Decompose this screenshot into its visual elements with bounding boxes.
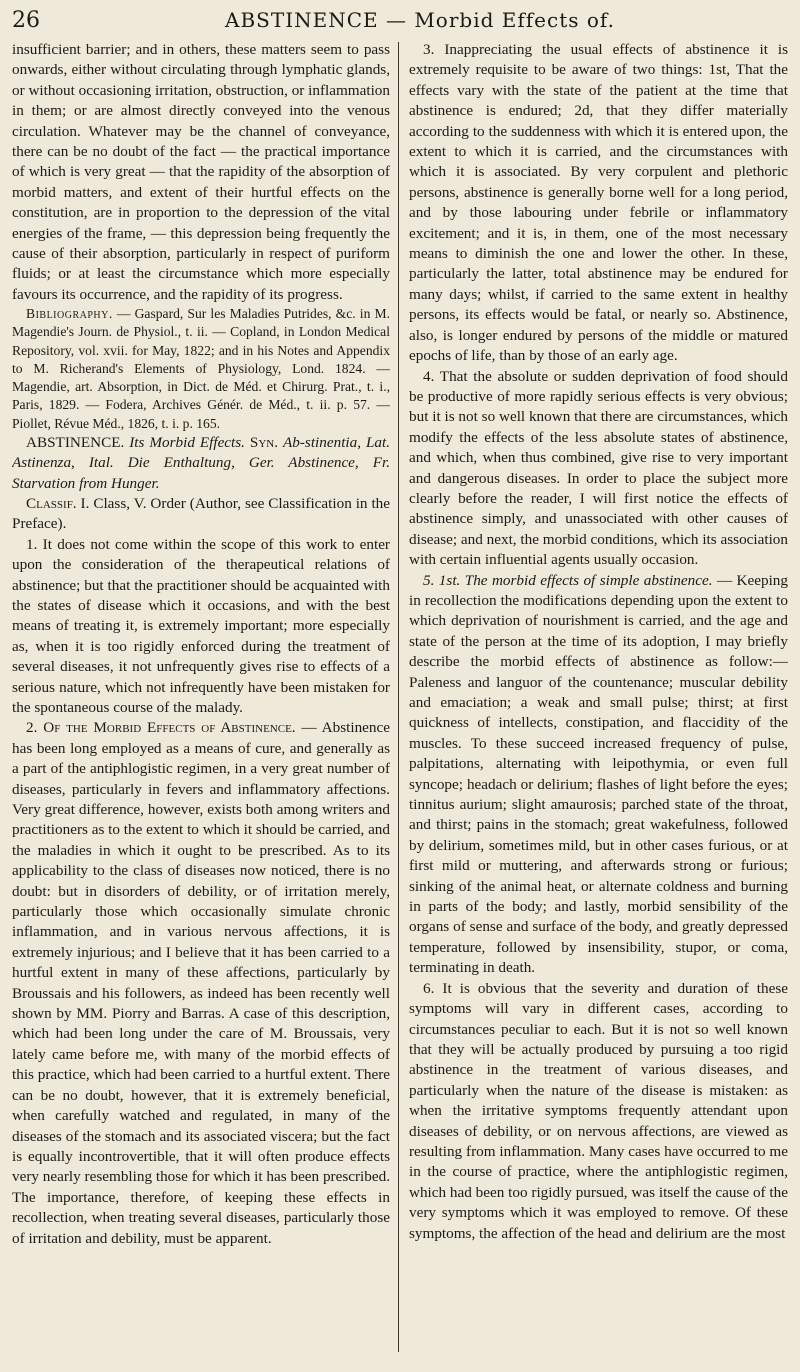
paragraph-continuation: insufficient barrier; and in others, these matters seem to pass onwards, either without circulating through lymphatic glands, or without occasioning irritation, obstruction, or inflammation in them; or are almost directly conveyed into the venous circulation. Whatever may be the channel of conveyance, there can be no doubt of the fact — the practical importance of which is very great — that the rapidity of the absorption of morbid matters, and extent of their hurtful effects on the constitution, are in proportion to the depression of the vital energies of the frame, — this depression being frequently the cause of their absorption, particularly in respect of puriform fluids; or at least the circumstance which more especially favours its occurrence, and the rapidity of its progress.	[12, 41, 390, 303]
paragraph-2-text: Abstinence has been long employed as a means of cure, and generally as a part of the antiphlogistic regimen, in a very great number of diseases, particularly in fevers and inflammatory affections. Very great difference, however, exists both among writers and practitioners as to the extent to which it should be carried, and the maladies in which it ought to be prescribed. As to its applicability to the class of diseases now noticed, there is no doubt: but in disorders of debility, or of irritation merely, particularly those which occasionally simulate chronic inflammation, and in various nervous affections, it is extremely injurious; and I believe that it has been carried to a hurtful extent in many of these affections, particularly by Broussais and his followers, as indeed has been recently well shown by MM. Piorry and Barras. A case of this description, which had been long under the care of M. Broussais, very lately came before me, with many of the morbid effects of this practice, which had been carried to a hurtful extent. There can be no doubt, however, that it is extremely beneficial, when carefully watched and regulated, in many of the diseases of the stomach and its associated viscera; but the fact is equally incontrovertible, that it will often produce effects very nearly resembling those for which it has been prescribed. The importance, therefore, of keeping these effects in recollection, when treating several diseases, particularly those of irritation and debility, must be apparent.	[12, 719, 390, 1247]
page-number: 26	[12, 8, 40, 33]
column-rule	[398, 42, 399, 1352]
paragraph-3-text: it is extremely requisite to be aware of two things: 1st, That the effects vary with the state of the patient at the time that abstinence is endured; 2d, that they differ materially according to the suddenness with which it is entered upon, the extent to which it is carried, and the circumstances with which it is associated. By very corpulent and plethoric persons, abstinence is generally borne well for a long period, and by those labouring under febrile or inflammatory excitement; and it is, in them, one of the most necessary means to diminish the one and lower the other. In these, particularly the latter, total abstinence may be endured for many days; whilst, if carried to the same extent in healthy persons, its effects would be fatal, or nearly so. Abstinence, also, is longer endured by persons of the middle or matured epochs of life, than by those of an early age.	[409, 41, 788, 365]
running-head: ABSTINENCE — Morbid Effects of.	[225, 8, 615, 32]
paragraph-2-heading: 2. Of the Morbid Effects of Abstinence. —	[26, 719, 317, 737]
paragraph-3	[409, 40, 788, 367]
paragraph-4: 4. That the absolute or sudden deprivation of food should be productive of more rapidly serious effects is very obvious; but it is not so well known that there are circumstances, which modify the effects of the less absolute states of abstinence, and which, when thus combined, give rise to very important and dangerous diseases. In order to place the subject more clearly before the reader, I will first notice the effects of abstinence simply, and unassociated with other causes of disease; and next, the morbid conditions, which its association with certain influential agents usually occasion.	[409, 367, 788, 569]
classification-text: I. Class, V. Order (Author, see Classification in the Preface).	[12, 494, 390, 533]
bibliography-text: — Gaspard, Sur les Maladies Putrides, &c. in M. Magendie's Journ. de Physiol., t. ii. — Copland, in London Medical Repository, vol. xvii. for May, 1822; and in his Notes and Appendix to M. Richerand's Elements of Physiology, Lond. 1824. — Magendie, art. Absorption, in Dict. de Méd. et Chirurg. Prat., t. i., Paris, 1829. — Fodera, Archives Génér. de Méd., t. ii. p. 57. — Piollet, Révue Méd., 1826, t. i. p. 165.	[12, 306, 390, 431]
classification	[12, 494, 390, 535]
classification-label: Classif.	[26, 494, 77, 512]
paragraph-2	[12, 718, 390, 1249]
page-header	[12, 8, 788, 38]
entry-headword: ABSTINENCE.	[26, 433, 125, 451]
right-column	[409, 40, 788, 1358]
paragraph-6: 6. It is obvious that the severity and duration of these symptoms will vary in different cases, according to circumstances peculiar to each. But it is not so well known that they will be actually produced by pursuing a too rigid abstinence in the treatment of various diseases, and particularly when the nature of the disease is mistaken: as when the irritative symptoms frequently attendant upon diseases of debility, or on nervous affections, are viewed as resulting from inflammation. Many cases have occurred to me in the course of practice, where the antiphlogistic regimen, which had been too rigidly pursued, was itself the cause of the very symptoms which it was employed to remove. Of these symptoms, the affection of the head and delirium are the most	[409, 979, 788, 1242]
paragraph-5-text: — Keeping in recollection the modifications depending upon the extent to which deprivation of nourishment is carried, and the age and state of the person at the time of its adoption, I may briefly describe the morbid effects of abstinence as follow:—Paleness and languor of the countenance; muscular debility and emaciation; a weak and small pulse; thirst; at first quickness of intellects, constipation, and flaccidity of the muscles. To these succeed increased frequency of pulse, palpitations, alternating with leipothymia, or even full syncope; headach or delirium; flashes of light before the eyes; tinnitus aurium; slight amaurosis; parched state of the throat, and thirst; pains in the stomach; great wakefulness, followed by delirium, sometimes mild, but in other cases furious, or at first mild or muttering, and afterwards strong or furious; sinking of the animal heat, or alternate coldness and burning in parts of the body; and lastly, morbid sensibility of the organs of sense and surface of the body, and greatly depressed temperature, followed by insensibility, stupor, or coma, terminating in death.	[409, 571, 788, 977]
paragraph-1: 1. It does not come within the scope of this work to enter upon the consideration of the therapeutical relations of abstinence; but that the practitioner should be acquainted with the states of disease which it occasions, and with the best means of treating it, is extremely important; more especially as, when it is too rigidly enforced during the treatment of several diseases, it not unfrequently gives rise to effects of a serious nature, which not infrequently have been mistaken for the spontaneous course of the malady.	[12, 535, 390, 716]
bibliography-label: Bibliography.	[26, 306, 113, 322]
paragraph-5-heading: 5. 1st. The morbid effects of simple abstinence.	[423, 571, 713, 589]
left-column	[12, 40, 390, 1358]
entry-heading	[12, 433, 390, 494]
bibliography	[12, 305, 390, 432]
synonyms-text: Ab-stinentia, Lat. Astinenza, Ital. Die Enthaltung, Ger. Abstinence, Fr. Starvation from Hunger.	[12, 433, 390, 492]
entry-definition: Its Morbid Effects.	[129, 433, 245, 451]
paragraph-5	[409, 571, 788, 979]
synonyms-label: Syn.	[249, 433, 279, 451]
paragraph-3-heading: 3. Inappreciating the usual effects of abstinence	[423, 41, 750, 58]
